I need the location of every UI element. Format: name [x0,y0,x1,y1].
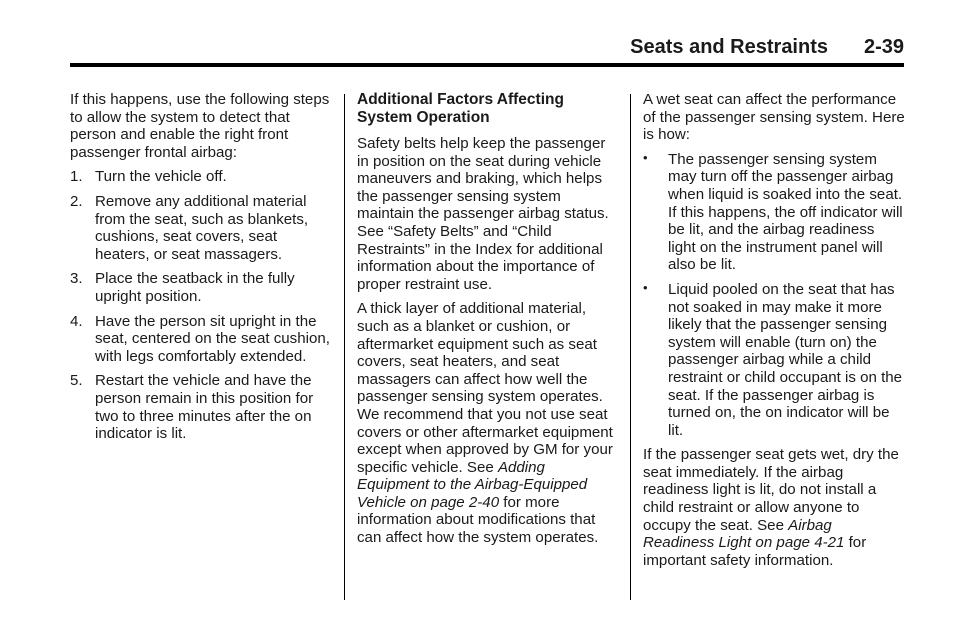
bullet-list [643,151,905,440]
bullet-text: Liquid pooled on the seat that has not soaked in may make it more likely that the passenger sensing system will enable (turn on) the passenger airbag while a child restraint or child occupant is on the seat. If the passenger airbag is turned on, the on indicator will be lit. [668,280,903,439]
cross-reference: Airbag Readiness Light on page 4-21 [643,516,845,552]
list-item [70,313,332,366]
bullet-text: The passenger sensing system may turn off the passenger airbag when liquid is soaked into the seat. If this happens, the off indicator will be lit, and the airbag readiness light on the instrument panel will also be lit. [668,150,903,274]
list-item [643,281,905,439]
column-divider [630,94,631,600]
intro-paragraph: A wet seat can affect the performance of the passenger sensing system. Here is how: [643,91,905,144]
step-number: 3. [70,270,83,288]
step-number: 1. [70,168,83,186]
step-text: Remove any additional material from the seat, such as blankets, cushions, seat covers, seat heaters, or seat massagers. [95,192,309,263]
step-text: Turn the vehicle off. [95,168,227,186]
list-item [70,270,332,305]
paragraph-text: for more information about modifications that can affect how the system operates. [357,493,599,547]
cross-reference: Adding Equipment to the Airbag-Equipped Vehicle on page 2-40 [357,458,588,511]
section-heading: Additional Factors Affecting System Operation [357,91,564,126]
bullet-icon: • [643,279,648,295]
list-item [643,151,905,274]
column-divider [344,94,345,600]
column-left [70,91,332,450]
list-item [70,372,332,442]
step-text: Place the seatback in the fully upright position. [95,270,295,305]
paragraph-text: for important safety information. [643,534,867,569]
list-item [70,193,332,263]
step-text: Have the person sit upright in the seat, centered on the seat cushion, with legs comfortably extended. [95,312,330,365]
step-text: Restart the vehicle and have the person remain in this position for two to three minutes after the on indicator is lit. [95,372,314,443]
column-middle [357,91,619,554]
bullet-icon: • [643,149,648,165]
header-rule [70,63,904,67]
list-item [70,168,332,186]
steps-list [70,168,332,442]
page-header [70,36,904,62]
paragraph-text: If the passenger seat gets wet, dry the seat immediately. If the airbag readiness light is lit, do not install a child restraint or allow anyone to occupy the seat. See [643,446,899,534]
section-title: Seats and Restraints [630,36,828,58]
step-number: 4. [70,312,83,330]
paragraph-text: A thick layer of additional material, such as a blanket or cushion, or aftermarket equipment such as seat covers, seat heaters, and seat massagers can affect how well the passenger sensing system operates. We recommend that you not use seat covers or other aftermarket equipment except when approved by GM for your specific vehicle. See [357,300,613,476]
step-number: 2. [70,192,83,210]
page-number: 2-39 [863,36,904,58]
paragraph [643,446,905,569]
paragraph: Safety belts help keep the passenger in position on the seat during vehicle maneuvers and braking, which helps the passenger sensing system maintain the passenger airbag status. [357,135,609,223]
intro-paragraph: If this happens, use the following steps to allow the system to detect that person and enable the right front passenger frontal airbag: [70,91,330,161]
step-number: 5. [70,372,83,390]
paragraph: See “Safety Belts” and “Child Restraints” in the Index for additional information about the importance of proper restraint use. [357,222,603,293]
paragraph [357,300,619,546]
column-right [643,91,905,576]
